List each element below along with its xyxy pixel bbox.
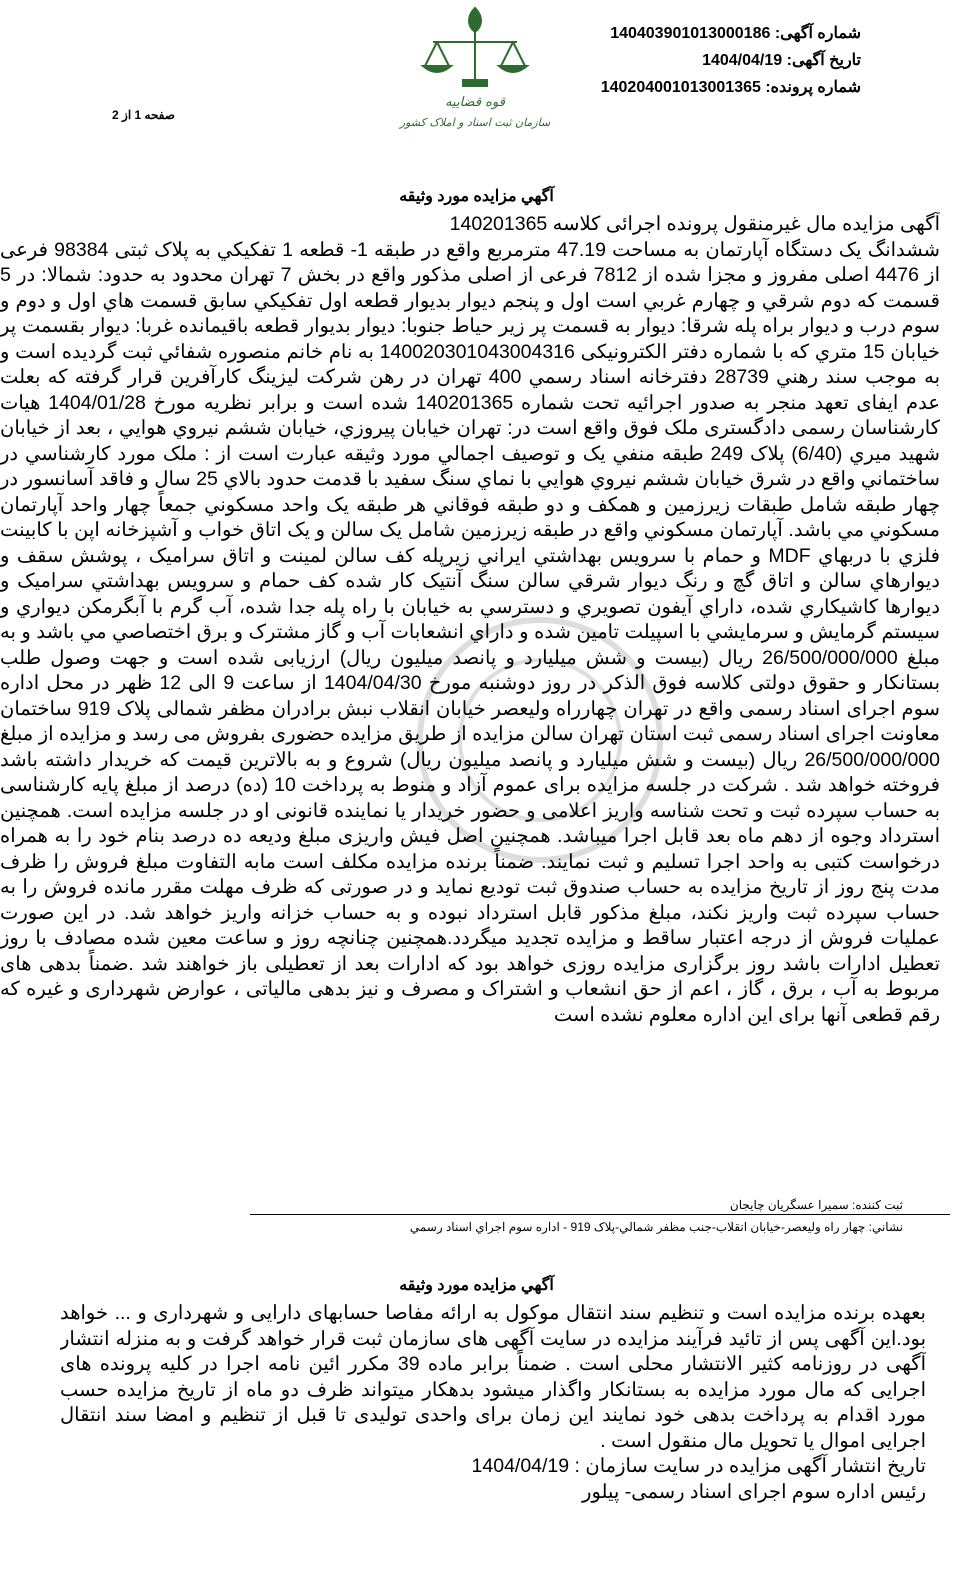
notice-body-continued: بعهده برنده مزايده است و تنظيم سند انتقال موکول به ارائه مفاصا حسابهای دارايی و شهرداری و ... خواهد بود.اين آگهی پس از تائيد فرآيند مزايده در سايت آگهی های سازمان ثبت قرار خواهد گرفت و به منزله انتشار آگهی در روزنامه کثير الانتشار محلی است . ضمناً برابر ماده 39 مکرر ائين نامه اجرا در کليه پرونده های اجرايی که مال مورد مزايده به بستانکار واگذار ميشود بدهکار ميتواند ظرف دو ماه از تاريخ مزايده حسب مورد اقدام به پرداخت بدهی خود نمايند اين زمان برای واحدی توليدی تا قبل از تنظيم و امضا سند انتقال اجرايی اموال يا تحويل مال منقول است . تاريخ انتشار آگهی مزايده در سايت سازمان : 1404/04/19 رئيس اداره سوم اجرای اسناد رسمی- پيلور — [60, 1302, 926, 1503]
notice-body: آگهی مزایده مال غیرمنقول پرونده اجرائی کلاسه 140201365 ششدانگ يک دستگاه آپارتمان به مساحت 47.19 مترمربع واقع در طبقه 1- قطعه 1 تفکيکي به پلاک ثبتی 98384 فرعی از 4476 اصلی مفروز و مجزا شده از 7812 فرعی از اصلی مذکور واقع در بخش 7 تهران محدود به حدود: شمالا: در 5 قسمت كه دوم شرقي و چهارم غربي است اول و پنجم ديوار بديوار قطعه اول تفکيکي سابق قسمت هاي اول و دوم و سوم درب و ديوار براه پله شرقا: ديوار به قسمت پر زير حياط جنوبا: ديوار بديوار قطعه باقيمانده غربا: ديوار بقسمت پر خيابان 15 متري كه با شماره دفتر الکترونيکی 140020301043004316 به نام خانم منصوره شفائي ثبت گرديده است و به موجب سند رهني 28739 دفترخانه اسناد رسمي 400 تهران در رهن شرکت ليزينگ کارآفرين قرار گرفته که بعلت عدم ايفای تعهد منجر به صدور اجرائيه تحت شماره 140201365 شده است و برابر نظريه مورخ 1404/01/28 هيات کارشناسان رسمی دادگستری ملک فوق واقع است در: تهران خيابان پيروزي، خيابان ششم نيروي هوايي ، بعد از خيابان شهيد ميري (6/40) پلاک 249 طبقه منفي يک و توصيف اجمالي مورد وثيقه عبارت است از : ملک مورد کارشناسي در ساختماني واقع در شرق خيابان ششم نيروي هوايي با نماي سنگ سفيد با قدمت حدود بالاي 25 سال و فاقد آسانسور در چهار طبقه شامل طبقات زيرزمين و همکف و دو طبقه فوقاني هر طبقه يک واحد مسکوني جمعاً چهار واحد آپارتمان مسکوني مي باشد. آپارتمان مسکوني واقع در طبقه زيرزمين شامل يک سالن و يک اتاق خواب و آشپزخانه اپن با کابينت فلزي با دربهاي MDF و حمام با سرويس بهداشتي ايراني زيرپله کف سالن لمينت و اتاق سراميک ، پوشش سقف و ديوارهاي سالن و اتاق گچ و رنگ ديوار شرقي سالن سنگ آنتيک کار شده کف حمام و سرويس بهداشتي سراميک و ديوارها کاشيکاري شده، داراي آيفون تصويري و دسترسي به خيابان با راه پله جدا شده، آب گرم با آبگرمکن ديواري و سيستم گرمايش و سرمايشي با اسپيلت تامين شده و داراي انشعابات آب و گاز مشترک و برق اختصاصي مي باشد و به مبلغ 26/500/000/000 ريال (بيست و شش ميليارد و پانصد ميليون ريال) ارزيابی شده است و جهت وصول طلب بستانکار و حقوق دولتی کلاسه فوق الذکر در روز دوشنبه مورخ 1404/04/30 از ساعت 9 الی 12 ظهر در محل اداره سوم اجرای اسناد رسمی واقع در تهران چهارراه وليعصر خيابان انقلاب نبش برادران مظفر شمالی پلاک 919 ساختمان معاونت اجرای اسناد رسمی ثبت استان تهران سالن مزايده از طريق مزايده حضوری بفروش می رسد و مزايده از مبلغ 26/500/000/000 ريال (بيست و شش ميليارد و پانصد ميليون ريال) شروع و به بالاترين قيمت که خريدار داشته باشد فروخته خواهد شد . شرکت در جلسه مزايده برای عموم آزاد و منوط به پرداخت 10 (ده) درصد از مبلغ پايه کارشناسی به حساب سپرده ثبت و تحت شناسه واريز اعلامی و حضور خريدار يا نماينده قانونی او در جلسه مزايده است. همچنين استرداد وجوه از دهم ماه بعد قابل اجرا ميباشد. همچنين اصل فيش واريزی مبلغ وديعه ده درصد بنام خود را به همراه درخواست کتبی به واحد اجرا تسليم و ثبت نمايند. ضمناً برنده مزايده مکلف است مابه التفاوت مبلغ فروش را ظرف مدت پنج روز از تاريخ مزايده به حساب صندوق ثبت توديع نمايد و در صورتی که ظرف مهلت مقرر مانده فروش را به حساب سپرده ثبت واريز نکند، مبلغ مذکور قابل استرداد نبوده و به حساب خزانه واريز خواهد شد. در اين صورت عمليات فروش از درجه اعتبار ساقط و مزايده تجديد ميگردد.همچنين چنانچه روز و ساعت معين شده مصادف با روز تعطيل ادارات باشد روز برگزاری مزايده روزی خواهد بود که ادارات بعد از تعطيلی باز خواهند شد .ضمناً بدهی های مربوط به آب ، برق ، گاز ، اعم از حق انشعاب و اشتراک و مصرف و نيز بدهی مالياتی ، عوارض شهرداری و غيره که رقم قطعی آنها برای اين اداره معلوم نشده است — [0, 213, 940, 1026]
office-address: نشاني: چهار راه وليعصر-خيابان انقلاب-جنب مظفر شمالي-پلاک 919 - اداره سوم اجراي اسناد رسمي — [409, 1220, 903, 1234]
page-number: صفحه 1 از 2 — [112, 108, 175, 122]
registrar-name: سميرا عسگريان چايجان — [729, 1198, 849, 1212]
judiciary-emblem-icon — [375, 2, 575, 142]
ad-meta — [601, 20, 861, 101]
ad-number: 140403901013000186 — [610, 25, 771, 42]
divider — [250, 1214, 950, 1215]
case-number-row: شماره پرونده: 140204001013001365 — [600, 79, 861, 96]
logo-text-top: قوه قضاییه — [445, 95, 505, 110]
ad-date-row: تاریخ آگهی: 1404/04/19 — [702, 52, 861, 69]
ad-number-row: شماره آگهی: 140403901013000186 — [610, 25, 861, 42]
case-number: 140204001013001365 — [600, 79, 761, 96]
registrar: ثبت کننده: سميرا عسگريان چايجان — [729, 1198, 903, 1212]
ad-date: 1404/04/19 — [702, 52, 783, 69]
notice-title: آگهي مزايده مورد وثيقه — [399, 188, 554, 205]
notice-title-continued: آگهي مزايده مورد وثيقه — [399, 1277, 554, 1294]
logo-text-bottom: سازمان ثبت اسناد و املاک کشور — [399, 116, 551, 129]
